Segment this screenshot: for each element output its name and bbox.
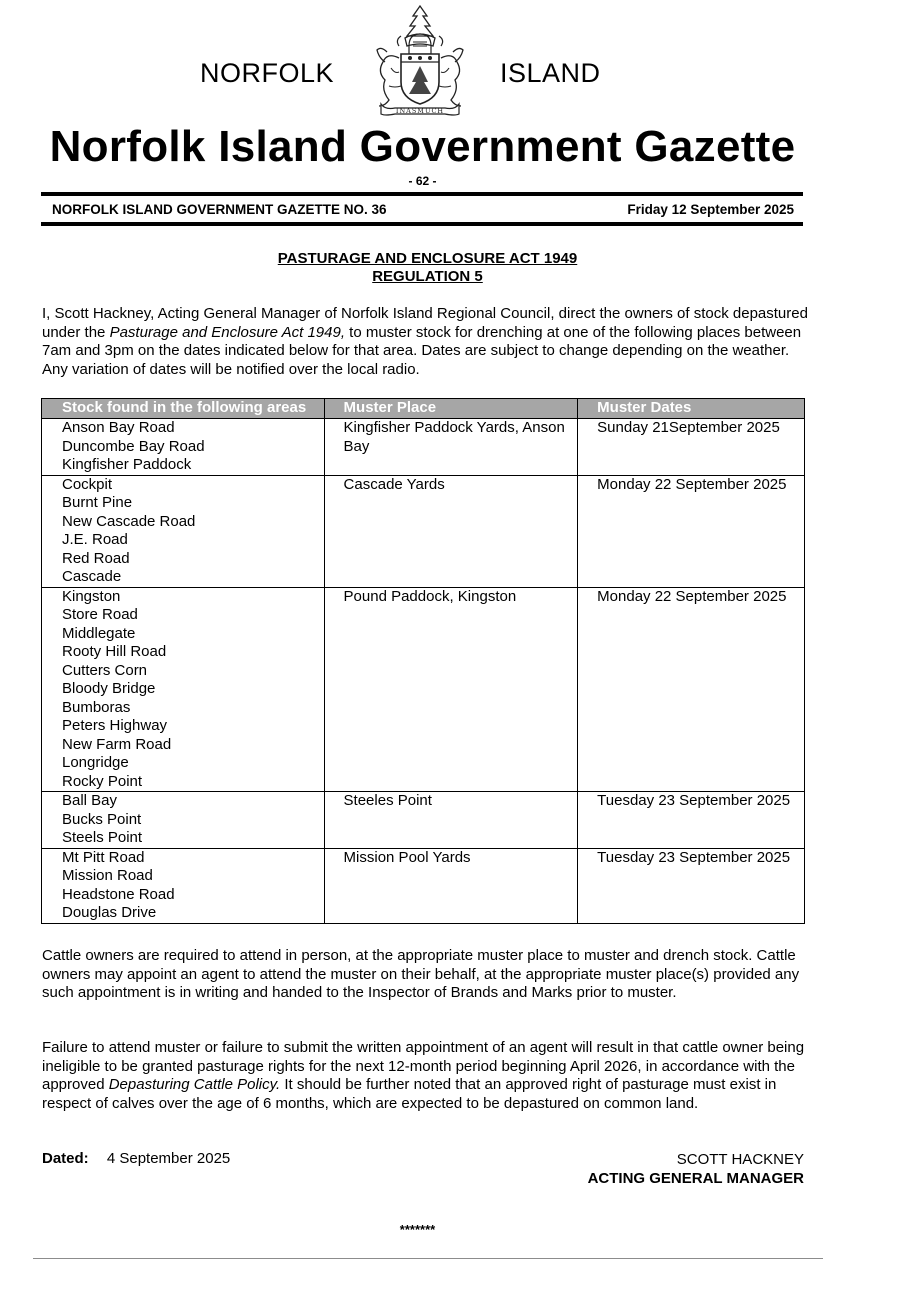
area-name: Rooty Hill Road bbox=[62, 643, 167, 660]
area-name: Red Road bbox=[62, 549, 130, 567]
areas-cell bbox=[42, 475, 325, 587]
end-marker: ******* bbox=[399, 1222, 436, 1237]
area-name: Douglas Drive bbox=[62, 904, 157, 921]
area-name: Cockpit bbox=[62, 475, 113, 493]
muster-place-cell: Mission Pool Yards bbox=[324, 848, 578, 923]
muster-date-cell: Sunday 21September 2025 bbox=[578, 419, 805, 476]
column-header-place: Muster Place bbox=[324, 399, 578, 419]
muster-date-cell: Tuesday 23 September 2025 bbox=[578, 792, 805, 849]
areas-cell bbox=[42, 419, 325, 476]
area-name: Headstone Road bbox=[62, 885, 175, 903]
table-row bbox=[42, 848, 805, 923]
area-name: Burnt Pine bbox=[62, 494, 133, 511]
act-name-italic: Pasturage and Enclosure Act 1949, bbox=[109, 323, 345, 341]
svg-text:INASMUCH: INASMUCH bbox=[395, 107, 445, 115]
area-name: Ball Bay bbox=[62, 792, 118, 809]
signatory-title: ACTING GENERAL MANAGER bbox=[587, 1170, 804, 1187]
area-name: Kingfisher Paddock bbox=[62, 456, 192, 473]
issue-date: Friday 12 September 2025 bbox=[627, 202, 794, 217]
area-name: Bucks Point bbox=[62, 810, 142, 828]
area-name: Kingston bbox=[62, 587, 121, 605]
area-name: Longridge bbox=[62, 754, 129, 771]
muster-table-body bbox=[42, 419, 805, 924]
muster-place-cell: Pound Paddock, Kingston bbox=[324, 587, 578, 792]
area-name: J.E. Road bbox=[62, 531, 128, 548]
footer-rule bbox=[33, 1258, 823, 1259]
column-header-areas: Stock found in the following areas bbox=[42, 399, 325, 419]
policy-name-italic: Depasturing Cattle Policy. bbox=[108, 1076, 281, 1093]
areas-cell bbox=[42, 792, 325, 849]
areas-cell bbox=[42, 848, 325, 923]
coat-of-arms-icon bbox=[355, 2, 485, 118]
areas-cell bbox=[42, 587, 325, 792]
dated-label: Dated: bbox=[42, 1150, 89, 1167]
masthead bbox=[0, 0, 900, 120]
area-name: New Cascade Road bbox=[62, 512, 196, 530]
muster-date-cell: Tuesday 23 September 2025 bbox=[578, 848, 805, 923]
muster-place-cell: Kingfisher Paddock Yards, Anson Bay bbox=[324, 419, 578, 476]
area-name: Mt Pitt Road bbox=[62, 848, 145, 866]
table-header-row bbox=[42, 399, 805, 419]
intro-paragraph: I, Scott Hackney, Acting General Manager of Norfolk Island Regional Council, direct the owners of stock depastured under the Pasturage and Enclosure Act 1949, to muster stock for drenching at one of the following places between 7am and 3pm on the dates indicated below for that area. Dates are subject to change depending on the weather. Any variation of dates will be notified over the local radio. bbox=[42, 305, 808, 378]
area-name: Steels Point bbox=[62, 829, 143, 846]
muster-table bbox=[41, 398, 805, 924]
masthead-right-word: ISLAND bbox=[500, 58, 601, 88]
area-name: Cascade bbox=[62, 568, 122, 585]
failure-paragraph: Failure to attend muster or failure to submit the written appointment of an agent will result in that cattle owner being ineligible to be granted pasturage rights for the next 12-month period beginning April 2026, in accordance with the approved Depasturing Cattle Policy. It should be further noted that an approved right of pasturage must exist in respect of calves over the age of 6 months, which are expected to be depastured on common land. bbox=[42, 1039, 805, 1112]
header-rule-top bbox=[41, 192, 803, 196]
signature-block bbox=[588, 1150, 804, 1188]
gazette-title: Norfolk Island Government Gazette bbox=[49, 122, 796, 171]
attendance-paragraph: Cattle owners are required to attend in person, at the appropriate muster place to muster and drench stock. Cattle owners may appoint an agent to attend the muster on their behalf, at the appropriate muster place(s) provided any such appointment is in writing and handed to the Inspector of Brands and Marks prior to muster. bbox=[42, 947, 800, 1001]
muster-place-cell: Cascade Yards bbox=[324, 475, 578, 587]
area-name: Store Road bbox=[62, 606, 138, 623]
masthead-left-word: NORFOLK bbox=[200, 58, 335, 88]
area-name: Cutters Corn bbox=[62, 661, 148, 679]
table-row bbox=[42, 419, 805, 476]
area-name: Bloody Bridge bbox=[62, 680, 156, 697]
page-number: - 62 - bbox=[408, 174, 437, 188]
column-header-dates: Muster Dates bbox=[578, 399, 805, 419]
header-rule-bottom bbox=[41, 222, 803, 226]
table-row bbox=[42, 587, 805, 792]
area-name: Duncombe Bay Road bbox=[62, 437, 205, 455]
signatory-name: SCOTT HACKNEY bbox=[676, 1151, 804, 1168]
muster-place-cell: Steeles Point bbox=[324, 792, 578, 849]
area-name: Peters Highway bbox=[62, 717, 168, 734]
dated-line bbox=[42, 1150, 230, 1167]
table-row bbox=[42, 792, 805, 849]
notice-heading bbox=[0, 250, 855, 286]
issue-number: NORFOLK ISLAND GOVERNMENT GAZETTE NO. 36 bbox=[52, 202, 387, 217]
area-name: Rocky Point bbox=[62, 772, 143, 790]
muster-date-cell: Monday 22 September 2025 bbox=[578, 587, 805, 792]
issue-line bbox=[52, 202, 794, 217]
area-name: Mission Road bbox=[62, 867, 153, 884]
area-name: New Farm Road bbox=[62, 735, 172, 753]
area-name: Anson Bay Road bbox=[62, 419, 175, 436]
table-row bbox=[42, 475, 805, 587]
dated-value: 4 September 2025 bbox=[106, 1150, 231, 1167]
area-name: Middlegate bbox=[62, 624, 136, 642]
muster-date-cell: Monday 22 September 2025 bbox=[578, 475, 805, 587]
regulation-title: REGULATION 5 bbox=[372, 268, 483, 285]
area-name: Bumboras bbox=[62, 698, 131, 716]
act-title: PASTURAGE AND ENCLOSURE ACT 1949 bbox=[277, 250, 578, 267]
